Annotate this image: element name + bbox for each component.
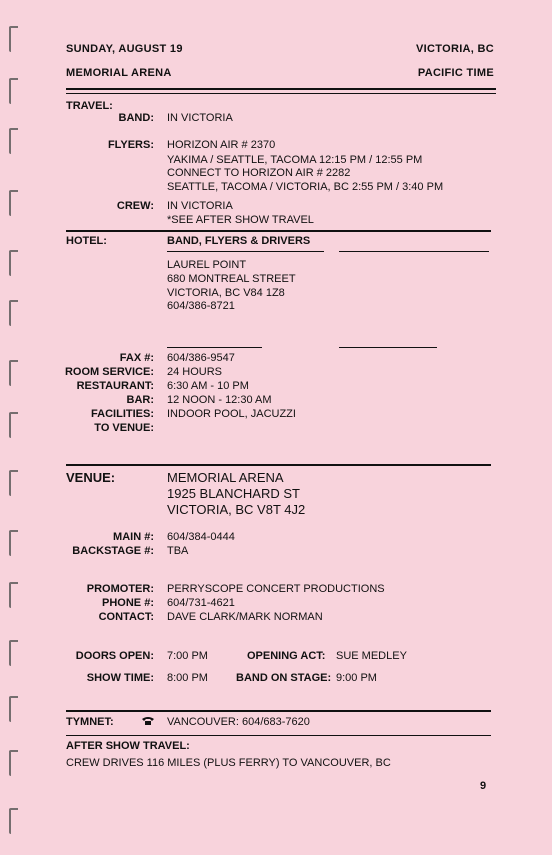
header-timezone: PACIFIC TIME bbox=[417, 67, 494, 79]
crew-line: *SEE AFTER SHOW TRAVEL bbox=[167, 214, 314, 226]
venue-address-line: 1925 BLANCHARD ST bbox=[167, 486, 300, 501]
venue-address-line: MEMORIAL ARENA bbox=[167, 470, 284, 485]
opening-act-value: SUE MEDLEY bbox=[336, 650, 407, 662]
main-phone-value: 604/384-0444 bbox=[167, 531, 235, 543]
binder-ring-mark bbox=[9, 300, 18, 326]
section-rule bbox=[66, 464, 491, 466]
hotel-underline bbox=[167, 251, 324, 252]
header-city: VICTORIA, BC bbox=[416, 43, 494, 55]
tymnet-label: TYMNET: bbox=[66, 716, 114, 728]
binder-ring-mark bbox=[9, 26, 18, 52]
after-show-text: CREW DRIVES 116 MILES (PLUS FERRY) TO VANCOUVER, BC bbox=[66, 757, 391, 769]
flyers-line: YAKIMA / SEATTLE, TACOMA 12:15 PM / 12:55 PM bbox=[167, 154, 423, 166]
travel-band-value: IN VICTORIA bbox=[167, 112, 233, 124]
crew-line: IN VICTORIA bbox=[167, 200, 233, 212]
travel-band-label: BAND: bbox=[118, 112, 154, 124]
binder-ring-mark bbox=[9, 78, 18, 104]
after-show-heading: AFTER SHOW TRAVEL: bbox=[66, 740, 190, 752]
flyers-line: CONNECT TO HORIZON AIR # 2282 bbox=[167, 167, 351, 179]
travel-crew-label: CREW: bbox=[116, 200, 154, 212]
hotel-address-line: 680 MONTREAL STREET bbox=[167, 273, 296, 285]
header-rule bbox=[66, 88, 496, 90]
section-rule bbox=[66, 735, 491, 736]
promoter-phone-label: PHONE #: bbox=[102, 597, 154, 609]
contact-label: CONTACT: bbox=[98, 611, 154, 623]
fax-value: 604/386-9547 bbox=[167, 352, 235, 364]
show-time-label: SHOW TIME: bbox=[86, 672, 154, 684]
travel-flyers-label: FLYERS: bbox=[107, 139, 154, 151]
binder-ring-mark bbox=[9, 750, 18, 776]
band-on-stage-value: 9:00 PM bbox=[336, 672, 377, 684]
header-date: SUNDAY, AUGUST 19 bbox=[66, 43, 183, 55]
main-phone-label: MAIN #: bbox=[113, 531, 154, 543]
travel-heading: TRAVEL: bbox=[66, 100, 113, 112]
promoter-value: PERRYSCOPE CONCERT PRODUCTIONS bbox=[167, 583, 385, 595]
opening-act-label: OPENING ACT: bbox=[247, 650, 326, 662]
header-rule bbox=[66, 93, 496, 94]
doors-open-value: 7:00 PM bbox=[167, 650, 208, 662]
fax-label: FAX #: bbox=[119, 352, 154, 364]
backstage-value: TBA bbox=[167, 545, 189, 557]
tymnet-value: VANCOUVER: 604/683-7620 bbox=[167, 716, 310, 728]
room-service-value: 24 HOURS bbox=[167, 366, 223, 378]
room-service-label: ROOM SERVICE: bbox=[64, 366, 154, 378]
band-on-stage-label: BAND ON STAGE: bbox=[236, 672, 332, 684]
backstage-label: BACKSTAGE #: bbox=[72, 545, 154, 557]
binder-ring-mark bbox=[9, 250, 18, 276]
header-venue-name: MEMORIAL ARENA bbox=[66, 67, 172, 79]
hotel-group: BAND, FLYERS & DRIVERS bbox=[167, 235, 311, 247]
show-time-value: 8:00 PM bbox=[167, 672, 208, 684]
contact-value: DAVE CLARK/MARK NORMAN bbox=[167, 611, 323, 623]
facilities-value: INDOOR POOL, JACUZZI bbox=[167, 408, 296, 420]
hotel-heading: HOTEL: bbox=[66, 235, 107, 247]
promoter-label: PROMOTER: bbox=[86, 583, 154, 595]
page-number: 9 bbox=[480, 780, 487, 792]
flyers-line: HORIZON AIR # 2370 bbox=[167, 139, 276, 151]
venue-address-line: VICTORIA, BC V8T 4J2 bbox=[167, 502, 306, 517]
binder-ring-mark bbox=[9, 470, 18, 496]
section-rule bbox=[66, 710, 491, 712]
restaurant-value: 6:30 AM - 10 PM bbox=[167, 380, 249, 392]
flyers-line: SEATTLE, TACOMA / VICTORIA, BC 2:55 PM / 3:40 PM bbox=[167, 181, 444, 193]
hotel-underline bbox=[339, 347, 437, 348]
bar-label: BAR: bbox=[126, 394, 154, 406]
hotel-address-line: 604/386-8721 bbox=[167, 300, 235, 312]
hotel-address-line: VICTORIA, BC V84 1Z8 bbox=[167, 287, 285, 299]
hotel-underline bbox=[167, 347, 262, 348]
bar-value: 12 NOON - 12:30 AM bbox=[167, 394, 272, 406]
section-rule bbox=[66, 230, 491, 232]
binder-ring-mark bbox=[9, 808, 18, 834]
venue-heading: VENUE: bbox=[66, 470, 116, 485]
facilities-label: FACILITIES: bbox=[91, 408, 154, 420]
binder-ring-mark bbox=[9, 696, 18, 722]
hotel-address-line: LAUREL POINT bbox=[167, 259, 247, 271]
to-venue-label: TO VENUE: bbox=[94, 422, 154, 434]
restaurant-label: RESTAURANT: bbox=[76, 380, 154, 392]
telephone-icon bbox=[141, 715, 155, 730]
doors-open-label: DOORS OPEN: bbox=[75, 650, 154, 662]
promoter-phone-value: 604/731-4621 bbox=[167, 597, 235, 609]
hotel-underline bbox=[339, 251, 489, 252]
